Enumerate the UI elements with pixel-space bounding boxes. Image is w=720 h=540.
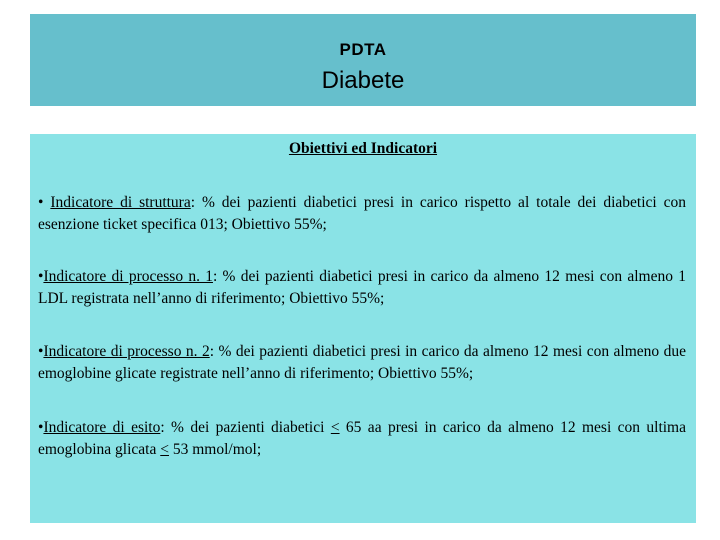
title-banner bbox=[30, 14, 696, 106]
indicator-structure bbox=[38, 192, 686, 236]
banner-title-pdta: PDTA bbox=[339, 40, 387, 59]
indicator-process-1 bbox=[38, 266, 686, 310]
indicator-label: Indicatore di esito bbox=[43, 419, 161, 436]
indicator-label: Indicatore di processo n. 1 bbox=[43, 268, 213, 285]
indicator-process-2 bbox=[38, 341, 686, 385]
indicator-text: % dei pazienti diabetici presi in carico rispetto al totale dei diabetici con esenzione ticket specifica 013; Obiettivo 55%; bbox=[38, 194, 687, 233]
indicator-separator: : bbox=[209, 343, 215, 360]
bullet-icon: • bbox=[38, 343, 44, 360]
bullet-icon: • bbox=[38, 268, 44, 285]
indicator-text: % dei pazienti diabetici presi in carico da almeno 12 mesi con almeno 1 LDL registrata nell’anno di riferimento; Obiettivo 55%; bbox=[38, 268, 686, 307]
bullet-icon: • bbox=[38, 194, 44, 211]
indicator-separator: : bbox=[160, 419, 165, 436]
indicator-separator: : bbox=[212, 268, 218, 285]
indicator-separator: : bbox=[190, 194, 196, 211]
indicator-label: Indicatore di processo n. 2 bbox=[43, 343, 210, 360]
indicator-text-b: 65 aa presi in carico da almeno 12 mesi con ultima emoglobina glicata bbox=[38, 419, 686, 458]
indicator-text-c: 53 mmol/mol; bbox=[169, 441, 262, 458]
less-equal-symbol: < bbox=[330, 419, 340, 436]
bullet-icon: • bbox=[38, 419, 44, 436]
indicator-outcome bbox=[38, 417, 686, 461]
less-equal-symbol: < bbox=[160, 441, 169, 458]
banner-title-diabete: Diabete bbox=[321, 67, 405, 94]
panel-title-text: Obiettivi ed Indicatori bbox=[288, 140, 438, 157]
indicator-text: % dei pazienti diabetici presi in carico da almeno 12 mesi con almeno due emoglobine glicate registrate nell’anno di riferimento; Obiettivo 55%; bbox=[38, 343, 686, 382]
indicator-text-a: % dei pazienti diabetici bbox=[164, 419, 331, 436]
panel-title bbox=[30, 140, 696, 158]
indicator-label: Indicatore di struttura bbox=[50, 194, 191, 211]
objectives-panel bbox=[30, 134, 696, 523]
